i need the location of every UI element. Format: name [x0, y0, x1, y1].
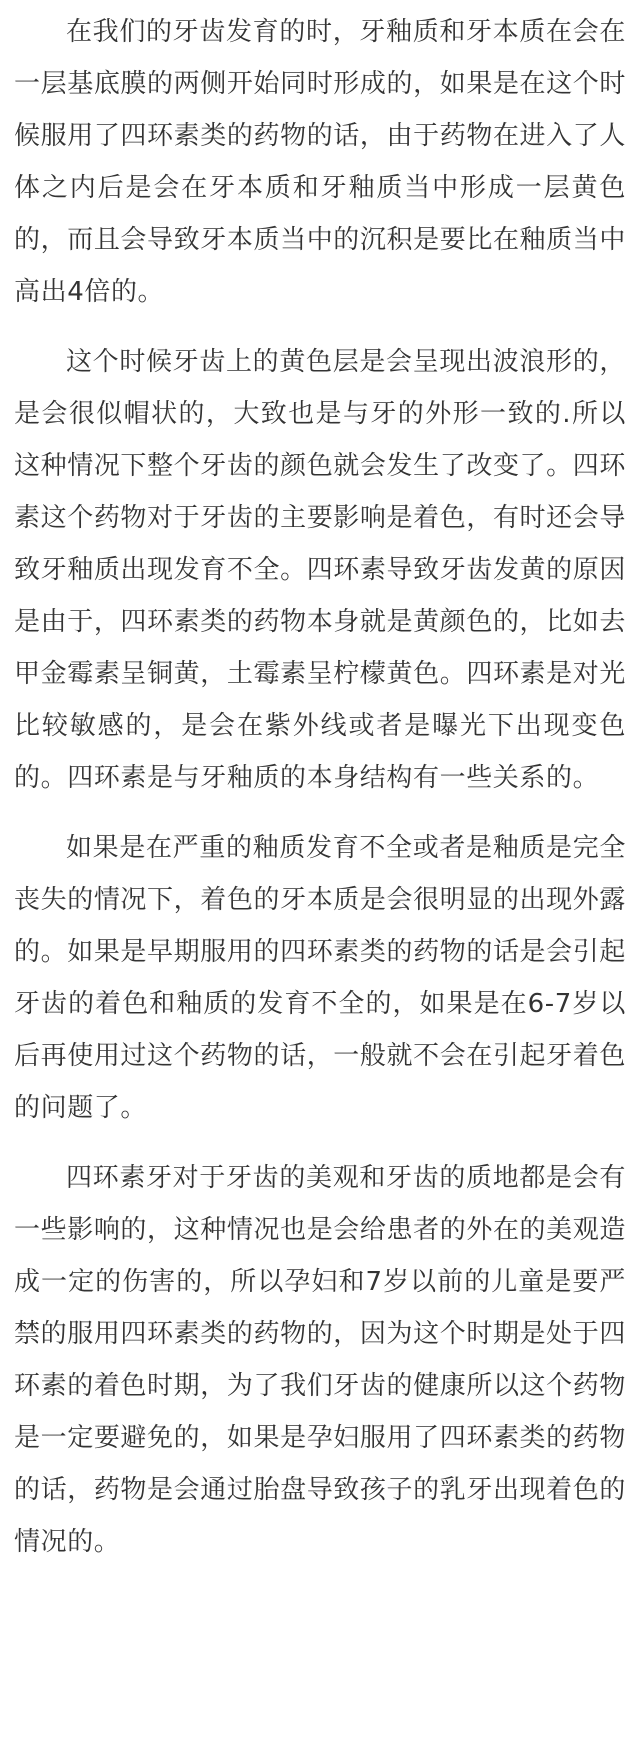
- paragraph-3: 如果是在严重的釉质发育不全或者是釉质是完全丧失的情况下，着色的牙本质是会很明显的出现外露的。如果是早期服用的四环素类的药物的话是会引起牙齿的着色和釉质的发育不全的，如果是在6-7岁以后再使用过这个药物的话，一般就不会在引起牙着色的问题了。: [14, 833, 626, 1123]
- paragraph-2: 这个时候牙齿上的黄色层是会呈现出波浪形的，是会很似帽状的，大致也是与牙的外形一致的.所以这种情况下整个牙齿的颜色就会发生了改变了。四环素这个药物对于牙齿的主要影响是着色，有时还会导致牙釉质出现发育不全。四环素导致牙齿发黄的原因是由于，四环素类的药物本身就是黄颜色的，比如去甲金霉素呈铜黄，土霉素呈柠檬黄色。四环素是对光比较敏感的，是会在紫外线或者是曝光下出现变色的。四环素是与牙釉质的本身结构有一些关系的。: [14, 347, 626, 793]
- paragraph-1: 在我们的牙齿发育的时，牙釉质和牙本质在会在一层基底膜的两侧开始同时形成的，如果是在这个时候服用了四环素类的药物的话，由于药物在进入了人体之内后是会在牙本质和牙釉质当中形成一层黄色的，而且会导致牙本质当中的沉积是要比在釉质当中高出4倍的。: [14, 17, 626, 307]
- paragraph-4: 四环素牙对于牙齿的美观和牙齿的质地都是会有一些影响的，这种情况也是会给患者的外在的美观造成一定的伤害的，所以孕妇和7岁以前的儿童是要严禁的服用四环素类的药物的，因为这个时期是处于四环素的着色时期，为了我们牙齿的健康所以这个药物是一定要避免的，如果是孕妇服用了四环素类的药物的话，药物是会通过胎盘导致孩子的乳牙出现着色的情况的。: [14, 1163, 626, 1557]
